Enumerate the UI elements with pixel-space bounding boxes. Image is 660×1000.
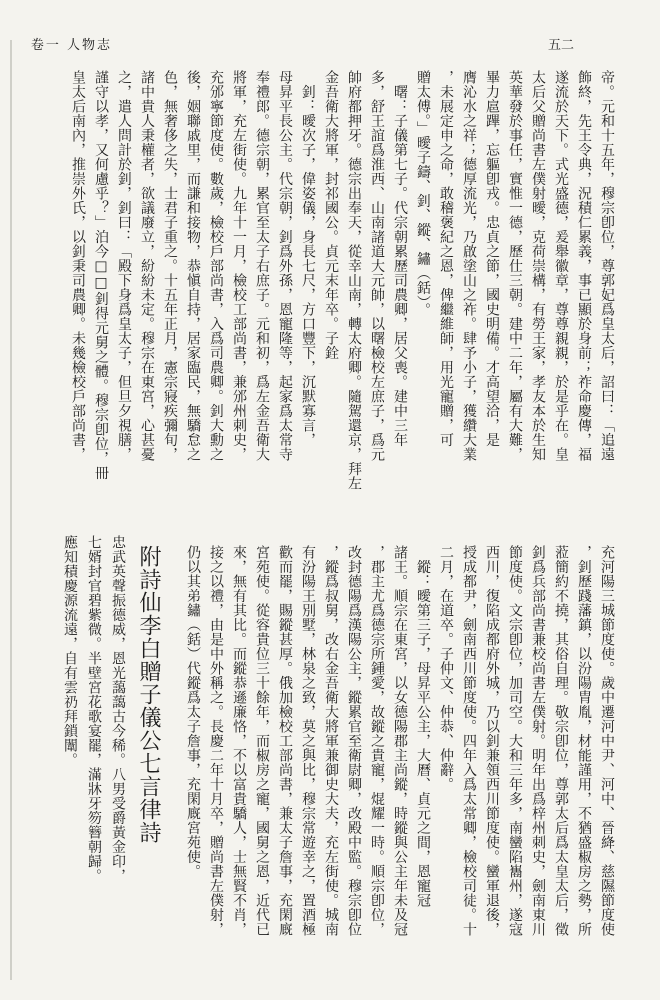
lower-column: 二月，在道卒。子仲文、仲恭、仲辭。: [438, 545, 454, 792]
lower-column: 歡而罷，賜鏦甚厚。俄加檢校工部尚書，兼太子詹事，充閑廐: [277, 545, 293, 937]
lower-column: 節度使。文宗卽位，加司空。大和三年多，南蠻陷巂州，遂寇: [507, 545, 523, 937]
upper-column: 色，無奢侈之失，士君子重之。十五年正月，憲宗寢疾彌旬，: [162, 70, 178, 462]
page-number: 五二: [548, 38, 575, 53]
lower-column: 宮苑使。從容貴位三十餘年，而椒房之寵，國舅之恩，近代已: [254, 545, 270, 937]
upper-column: 贈太傅。」曖子鑄、釗、鏦、鏽（銛）。: [415, 70, 431, 317]
upper-column: 之，遣人問計於釗，釗曰：「殿下身爲皇太子，但旦夕視膳，: [116, 70, 132, 462]
lower-column: 充河陽三城節度使。歲中遷河中尹、河中、晉絳、慈隰節度使: [599, 545, 615, 937]
poem-line: 忠武英聲振德威，恩光藹藹古今稀。八男受爵黃金印，: [110, 535, 126, 883]
upper-column: 膺沁水之祥；德厚流光，乃啟塗山之祚。肆予小子，獲纘大業: [461, 70, 477, 462]
lower-column: 改封德陽爲漢陽公主，鏦累官至衛尉卿，改殿中監。穆宗卽位: [346, 545, 362, 937]
upper-column: 奉禮郎。德宗朝，累官至太子右庶子。元和初，爲左金吾衛大: [254, 70, 270, 462]
lower-column: 來，無有其比。而鏦恭遜廉恪，不以富貴驕人，士無賢不肖，: [231, 545, 247, 937]
poem-line: 應知積慶源流遠，自有雲礽拜鎖闈。: [62, 535, 78, 767]
upper-column: 遂流於天下。式光盛德，爰舉徽章，尊尊親親，於是乎在。皇: [553, 70, 569, 462]
upper-column: 諸中貴人秉權者，欲議廢立，紛紛未定。穆宗在東宮，心甚憂: [139, 70, 155, 462]
upper-column: ，未展定申之命，敢稽褒紀之恩，俾繼維師，用光寵贈，可: [438, 70, 454, 447]
upper-column: 帥府都押牙。德宗出奉天，從幸山南，轉太府卿。隨駕還京，拜左: [346, 70, 362, 491]
lower-column: ，釗歷踐藩鎮，以汾陽胄胤，材能謹用，不猶盛椒房之勢，所: [576, 545, 592, 937]
upper-column: 釗：曖次子，偉姿儀，身長七尺，方口豐下，沉默寡言，: [300, 70, 316, 447]
upper-column: 帝。元和十五年，穆宗卽位，尊郭妃爲皇太后，詔曰：「追遠: [599, 70, 615, 462]
upper-column: 後，姻聯戚里，而謙和接物，恭愼自持，居家臨民，無驕怠之: [185, 70, 201, 462]
lower-column: 鏦：曖第三子，母昇平公主，大曆、貞元之間，恩寵冠: [415, 545, 431, 908]
lower-text-block: [60, 535, 620, 965]
upper-text-block: [60, 70, 620, 491]
lower-column: 西川，復陷成都府外城，乃以釗兼領西川節度使。蠻軍退後，: [484, 545, 500, 937]
upper-column: 多，舒王誼爲淮西、山南諸道大元帥，以曙檢校左庶子，爲元: [369, 70, 385, 462]
lower-column: 仍以其弟鏽（銛）代鏦爲太子詹事，充閑廐宮苑使。: [185, 545, 201, 879]
upper-column: 將軍，充左街使。九年十一月，檢校工部尚書，兼邠州刺史，: [231, 70, 247, 462]
upper-column: 母昇平長公主。代宗朝，釗爲外孫，恩寵隆等，起家爲太常寺: [277, 70, 293, 462]
upper-column: 皇太后南內，推崇外氏，以釗秉司農卿。未幾檢校戶部尚書，: [70, 70, 86, 462]
running-head: 卷一 人物志: [30, 38, 112, 53]
upper-column: 金吾衛大將軍，封祁國公。貞元末年卒。子銓: [323, 70, 339, 360]
upper-column: 太后父贈尚書左僕射曖，克荷崇構，有勞王家，孝友本於生知: [530, 70, 546, 462]
lower-column: 授成都尹，劍南西川節度使。四年入爲太常卿，檢校司徒。十: [461, 545, 477, 937]
poem-title: 附詩仙李白贈子儀公七言律詩: [136, 545, 161, 844]
upper-column: 充邠寧節度使。數歲，檢校戶部尚書，入爲司農卿。釗大勳之: [208, 70, 224, 462]
lower-column: 蒞簡約不撓，其俗自理。敬宗卽位，尊郭太后爲太皇太后，徵: [553, 545, 569, 937]
lower-column: 釗爲兵部尚書兼校尚書左僕射。明年出爲梓州刺史，劍南東川: [530, 545, 546, 937]
upper-column: 曙：子儀第七子。代宗朝累歷司農卿，居父喪。建中三年: [392, 70, 408, 447]
lower-column: 諸王。順宗在東宮，以女德陽郡主尚鏦，時鏦與公主年未及冠: [392, 545, 408, 937]
page-edge-shadow: [10, 40, 12, 980]
upper-column: 英華發於事任，實惟一德，歷仕三朝。建中二年，屬有大難，: [507, 70, 523, 462]
lower-column: ，郡主尤爲德宗所鍾愛，故鏦之貴寵，焜耀一時。順宗卽位，: [369, 545, 385, 937]
upper-column: 謹守以孝，又何慮乎？」泊今□□釗得元舅之體。穆宗卽位，冊: [93, 70, 109, 480]
upper-column: 飾終，先王令典，況積仁累義，事已顯於身前；祚命慶傳，福: [576, 70, 592, 462]
upper-column: 畢力扈蹕，忘軀卽戎。忠貞之節，國史明備。才高望洽，是: [484, 70, 500, 447]
lower-column: 接之以禮，由是中外稱之。長慶二年十月卒，贈尚書左僕射，: [208, 545, 224, 937]
lower-column: 有汾陽王別墅，林泉之致，莫之與比，穆宗常遊幸之，置酒極: [300, 545, 316, 937]
poem-line: 七婿封官碧紫微。半壁宮花歌宴罷，滿牀牙笏簪朝歸。: [86, 535, 102, 883]
lower-column: ，鏦爲叔舅，改右金吾衛大將軍兼御史大夫，充左街使。城南: [323, 545, 339, 937]
